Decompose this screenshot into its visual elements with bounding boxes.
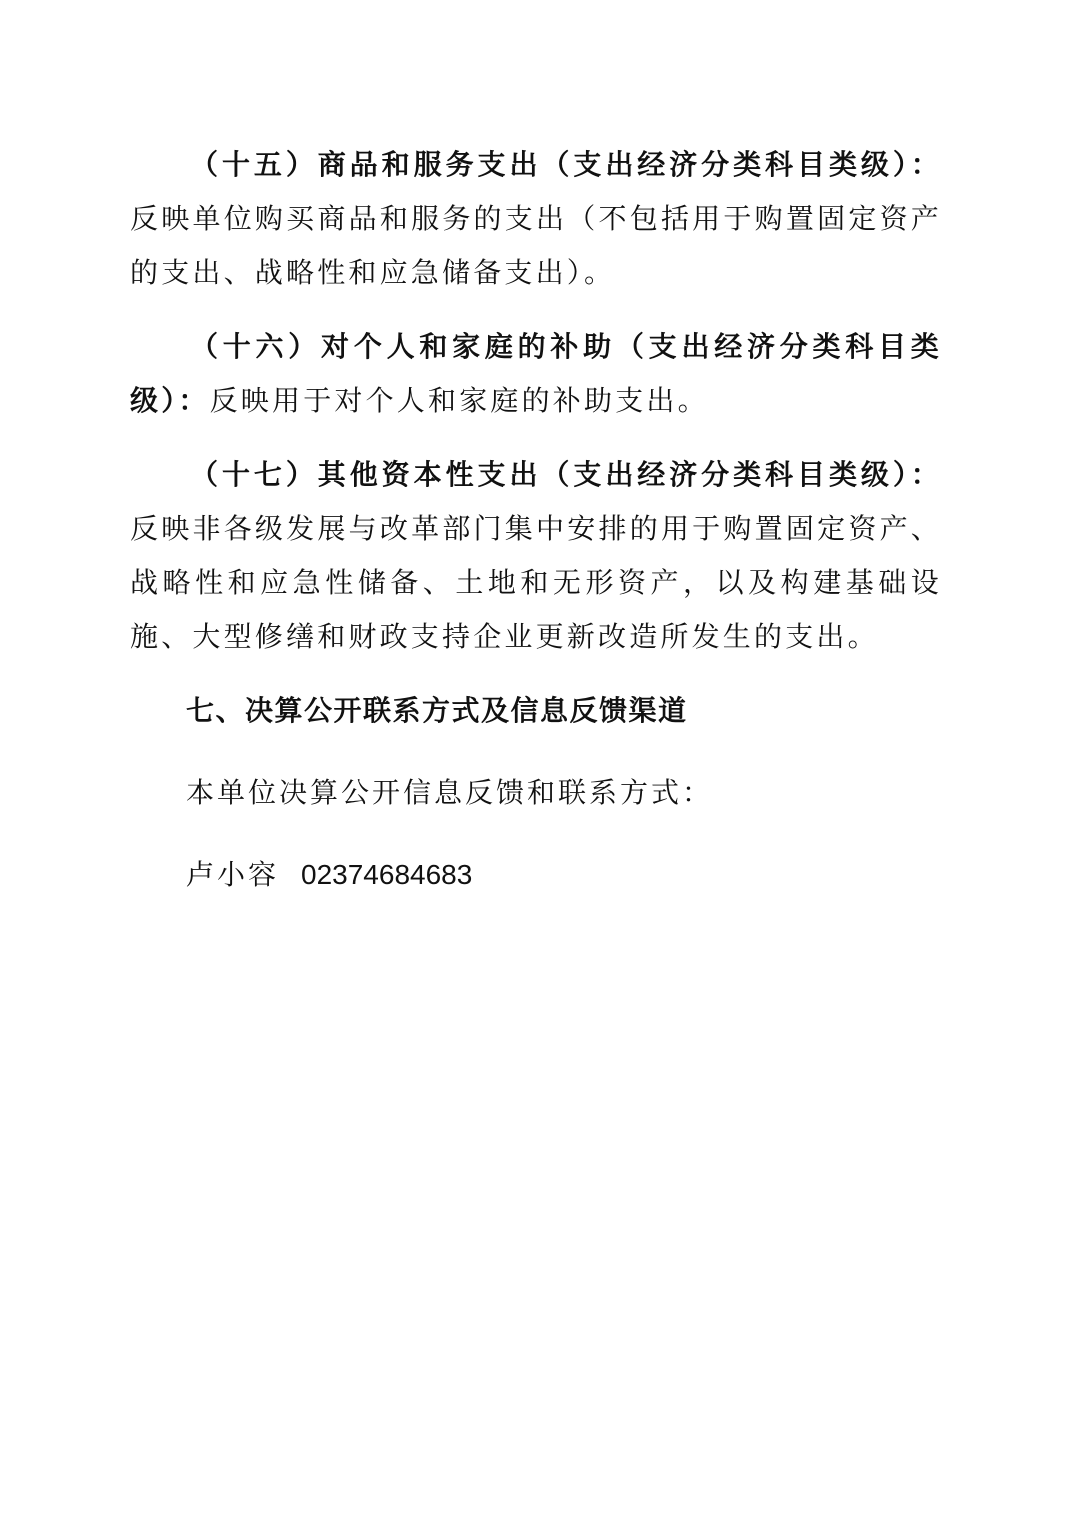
- paragraph-household-subsidy: [130, 320, 942, 428]
- paragraph-lead: （十七）其他资本性支出（支出经济分类科目类级）：: [190, 458, 942, 491]
- paragraph-text: 反映用于对个人和家庭的补助支出。: [209, 384, 709, 417]
- section-heading: 七、决算公开联系方式及信息反馈渠道: [186, 694, 688, 727]
- paragraph-lead: （十六）对个人和家庭的补助（支出经济分类科目类级）：: [130, 330, 942, 417]
- paragraph-text: 反映单位购买商品和服务的支出（不包括用于购置固定资产的支出、战略性和应急储备支出）。: [130, 202, 942, 289]
- contact-phone: 02374684683: [301, 859, 473, 890]
- contact-line: [130, 848, 942, 902]
- paragraph-text: 反映非各级发展与改革部门集中安排的用于购置固定资产、战略性和应急性储备、土地和无形资产，以及构建基础设施、大型修缮和财政支持企业更新改造所发生的支出。: [130, 512, 942, 653]
- contact-intro: 本单位决算公开信息反馈和联系方式：: [186, 776, 714, 809]
- paragraph-other-capital: [130, 448, 942, 664]
- paragraph-goods-services: [130, 138, 942, 300]
- contact-name: 卢小容: [186, 858, 280, 891]
- paragraph-lead: （十五）商品和服务支出（支出经济分类科目类级）：: [190, 148, 942, 181]
- document-body: [130, 138, 942, 902]
